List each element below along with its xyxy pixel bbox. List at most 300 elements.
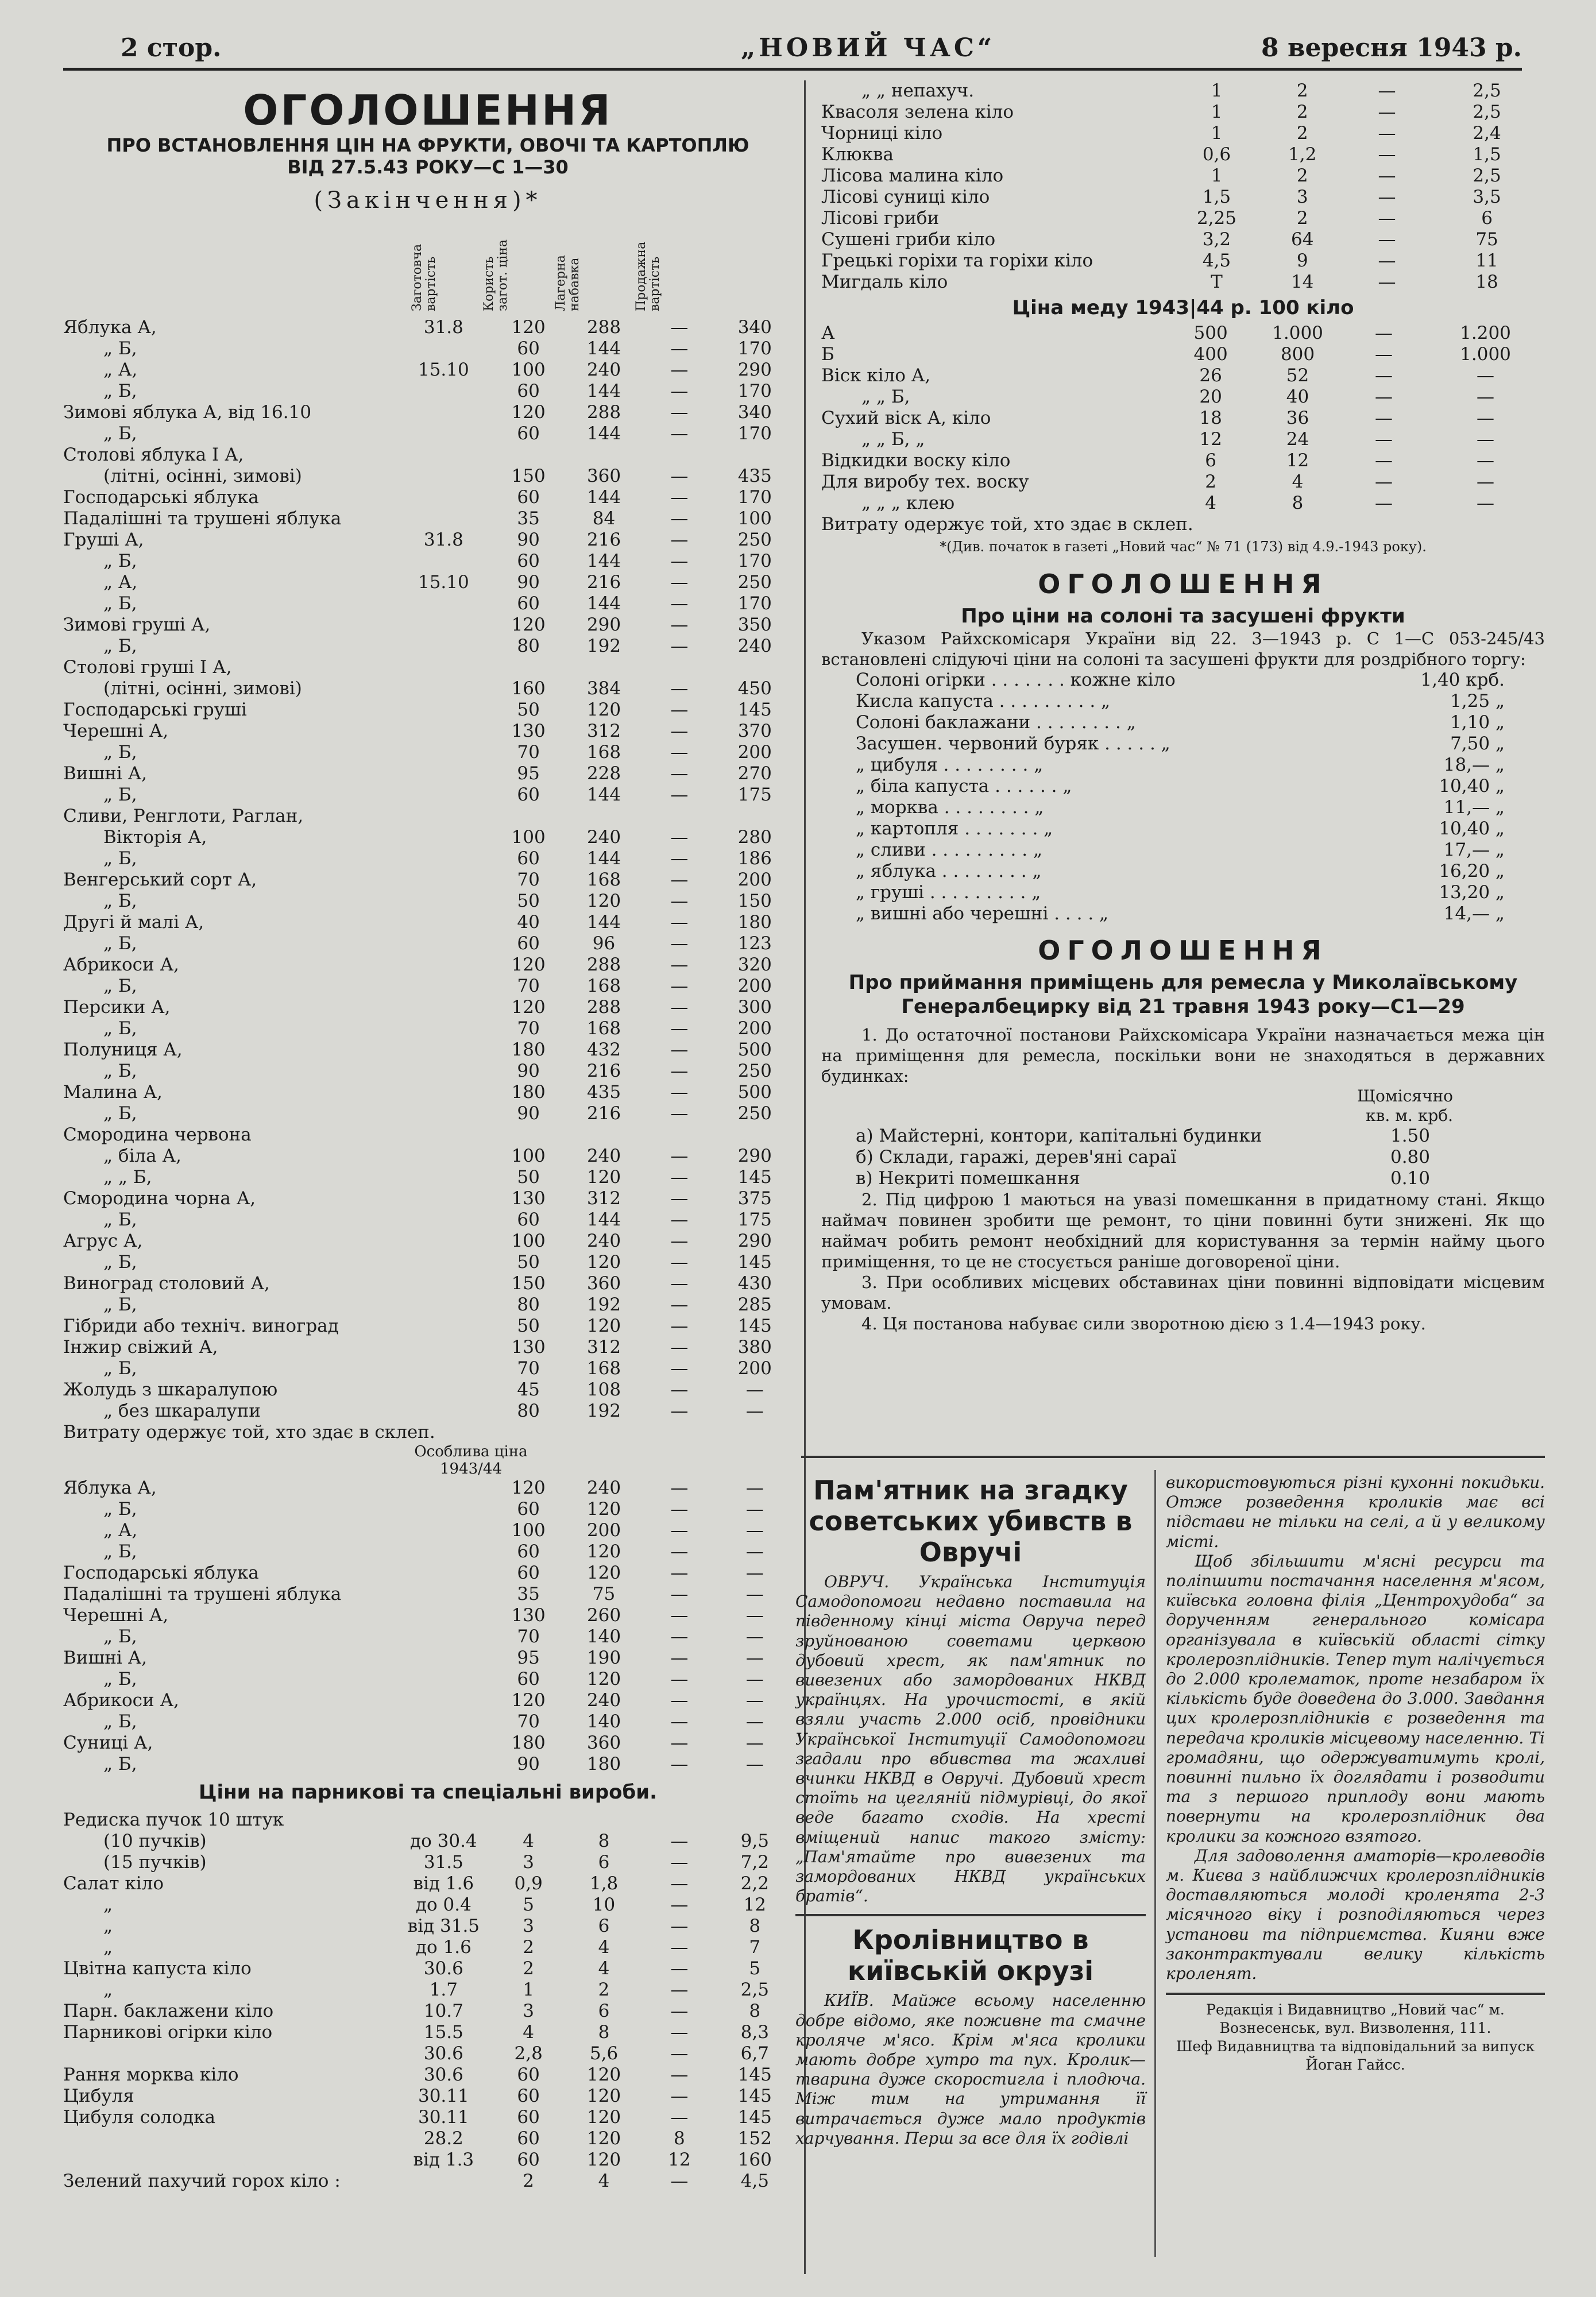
announcement-3-subtitle: Про приймання приміщень для ремесла у Миколаївському Генералбецирку від 21 травня 1943 року—С1—29 <box>848 971 1518 1018</box>
table-row <box>856 1168 1430 1189</box>
price-cell: 4,5 <box>740 2171 769 2191</box>
price-cell: 1.50 <box>1390 1126 1430 1146</box>
item-name: Сливи, Ренглоти, Раглан, <box>63 806 304 826</box>
price-cell: 12 <box>743 1894 767 1915</box>
price-cell: — <box>670 338 689 359</box>
item-name: Столові яблука І А, <box>63 444 244 465</box>
price-cell: — <box>670 1499 689 1519</box>
price-cell: 1 <box>523 1979 535 2000</box>
announcement-3-title: ОГОЛОШЕННЯ <box>1038 935 1328 966</box>
price-cell: 120 <box>586 1167 621 1188</box>
price-cell: 2 <box>523 2171 535 2191</box>
price-cell: — <box>670 1648 689 1668</box>
item-name: „ „ непахуч. <box>861 80 975 101</box>
price-cell: 80 <box>517 1401 540 1421</box>
table-row <box>63 1379 793 1401</box>
price-cell: — <box>670 763 689 784</box>
price-cell: 120 <box>511 954 546 975</box>
price-cell: 120 <box>586 1541 621 1562</box>
item-name: Салат кіло <box>63 1873 164 1894</box>
price-cell <box>566 657 642 678</box>
price-cell: 5 <box>523 1894 535 1915</box>
price-cell: — <box>1375 323 1393 343</box>
table-row <box>63 1124 793 1146</box>
item-name: Лісові гриби <box>821 208 940 229</box>
price-cell: 130 <box>511 1188 546 1209</box>
price-cell: 80 <box>517 1294 540 1315</box>
price-cell: 70 <box>517 976 540 996</box>
price-cell: — <box>1378 123 1396 144</box>
table-row <box>63 1252 793 1273</box>
price-cell: 2,2 <box>740 1873 769 1894</box>
item-date: 30.6 <box>423 1958 463 1979</box>
price-cell: 95 <box>517 763 540 784</box>
item-date: від 1.6 <box>413 1873 474 1894</box>
price-cell: 100 <box>511 1231 546 1251</box>
price-cell: — <box>670 1379 689 1400</box>
price-cell: 120 <box>586 891 621 911</box>
table-row <box>63 1958 793 1979</box>
item-name: Парн. баклажени кіло <box>63 2001 274 2021</box>
price-cell: T <box>1211 272 1223 292</box>
item-name: „ Б, <box>103 1541 137 1562</box>
price-cell: 168 <box>586 1018 621 1039</box>
price-cell: — <box>745 1733 764 1753</box>
price-cell: 500 <box>737 1039 772 1060</box>
item-name: Полуниця А, <box>63 1039 183 1060</box>
price-cell: 200 <box>737 1018 772 1039</box>
item-date <box>396 636 490 657</box>
table-row <box>63 869 793 891</box>
table-row <box>63 1039 793 1061</box>
price-cell: 50 <box>517 891 540 911</box>
price-cell: — <box>745 1379 764 1400</box>
price-cell: 130 <box>511 1337 546 1358</box>
item-name: Падалішні та трушені яблука <box>63 1584 342 1604</box>
table-row <box>821 229 1545 250</box>
item-name: Агрус А, <box>63 1231 143 1251</box>
price-cell: — <box>670 1584 689 1604</box>
price-cell: — <box>1375 493 1393 513</box>
item-name: Сушені гриби кіло <box>821 229 996 250</box>
price-cell: 6 <box>598 2001 610 2021</box>
price-cell: — <box>670 317 689 338</box>
table-row <box>856 712 1505 733</box>
price-cell: — <box>670 742 689 763</box>
price-cell: — <box>670 508 689 529</box>
price-cell: — <box>1378 272 1396 292</box>
item-name: Солоні баклажани . . . . . . . . „ <box>856 712 1136 733</box>
item-name: Малина А, <box>63 1082 163 1103</box>
price-cell: 40 <box>1286 386 1309 407</box>
announcement-subtitle: ПРО ВСТАНОВЛЕННЯ ЦІН НА ФРУКТИ, ОВОЧІ ТА КАРТОПЛЮ <box>106 134 749 156</box>
price-cell: 144 <box>586 1209 621 1230</box>
column-header: Лагерна набавка <box>554 255 582 311</box>
item-name: Сухий віск А, кіло <box>821 408 991 428</box>
announcement-2-title: ОГОЛОШЕННЯ <box>1038 569 1328 600</box>
item-date <box>396 487 490 508</box>
salted-goods-table <box>856 670 1505 925</box>
item-name: „ картопля . . . . . . . „ <box>856 818 1053 839</box>
price-cell: — <box>670 2064 689 2085</box>
table-row <box>821 365 1545 386</box>
article-1-title: Пам'ятник на згадку советських убивств в Овручі <box>809 1475 1133 1568</box>
table-row <box>63 1478 793 1499</box>
price-cell: 12 <box>1199 429 1222 450</box>
item-date <box>396 1231 490 1252</box>
fruit-price-table <box>63 317 793 1422</box>
item-date: 30.11 <box>418 2086 469 2106</box>
price-cell: 96 <box>592 933 616 954</box>
price-cell: 216 <box>586 529 621 550</box>
price-cell: — <box>670 1316 689 1336</box>
price-cell: 170 <box>737 423 772 444</box>
item-date <box>396 1039 490 1061</box>
price-cell: — <box>670 1669 689 1689</box>
article-2-title: Кролівництво в київській окрузі <box>847 1924 1094 1987</box>
price-cell: 4 <box>1205 493 1216 513</box>
item-name: А <box>821 323 835 343</box>
table-row <box>63 1273 793 1294</box>
price-cell: — <box>670 1690 689 1711</box>
item-name: Яблука А, <box>63 317 157 338</box>
item-name: „ яблука . . . . . . . . „ <box>856 861 1042 881</box>
table-row <box>856 797 1505 818</box>
price-cell: — <box>670 2086 689 2106</box>
price-cell: 144 <box>586 381 621 401</box>
continuation-note: (Закінчення)* <box>314 187 542 214</box>
item-name: а) Майстерні, контори, капітальні будинки <box>856 1126 1262 1146</box>
item-date: 31.5 <box>423 1852 463 1873</box>
price-cell: 144 <box>586 593 621 614</box>
item-date <box>396 1337 490 1358</box>
table-row <box>821 450 1545 471</box>
price-cell <box>490 657 566 678</box>
table-row <box>63 1520 793 1541</box>
price-cell: 3 <box>523 1916 535 1936</box>
item-name: „ „ Б, „ <box>861 429 925 450</box>
price-cell: — <box>745 1520 764 1541</box>
item-date <box>396 912 490 933</box>
price-cell: — <box>670 1358 689 1379</box>
price-cell: 52 <box>1286 365 1309 386</box>
price-cell: 45 <box>517 1379 540 1400</box>
table-row <box>63 1733 793 1754</box>
price-cell <box>642 657 717 678</box>
price-cell: 144 <box>586 338 621 359</box>
table-row <box>63 317 793 338</box>
price-cell: 6 <box>1481 208 1493 229</box>
item-name: Жолудь з шкаралупою <box>63 1379 278 1400</box>
price-cell: 500 <box>737 1082 772 1103</box>
price-cell: — <box>670 848 689 869</box>
item-name: Парникові огірки кіло <box>63 2022 273 2043</box>
table-row <box>856 903 1505 925</box>
price-cell: 1 <box>1211 123 1223 144</box>
item-name: „ Б, <box>103 381 137 401</box>
table-row <box>63 1563 793 1584</box>
price-cell: 144 <box>586 423 621 444</box>
item-date: 31.8 <box>423 317 463 338</box>
price-cell: 288 <box>586 997 621 1018</box>
price-cell: 130 <box>511 1605 546 1626</box>
price-cell: 170 <box>737 381 772 401</box>
price-cell <box>717 806 793 827</box>
item-date <box>396 1167 490 1188</box>
item-name: Вишні А, <box>63 763 148 784</box>
item-name: Цвітна капуста кіло <box>63 1958 252 1979</box>
table-row <box>821 272 1545 293</box>
price-cell: 450 <box>737 678 772 699</box>
price-cell: 145 <box>737 2107 772 2128</box>
item-name: „ Б, <box>103 976 137 996</box>
price-cell: — <box>670 1146 689 1166</box>
price-cell: 360 <box>586 1733 621 1753</box>
item-name: Персики А, <box>63 997 171 1018</box>
price-cell: 216 <box>586 1061 621 1081</box>
item-name: „ сливи . . . . . . . . . „ <box>856 840 1043 860</box>
price-cell: 60 <box>517 1209 540 1230</box>
price-cell: — <box>670 2171 689 2191</box>
price-cell: 240 <box>586 1478 621 1498</box>
price-cell: — <box>670 954 689 975</box>
price-cell: 2,5 <box>740 1979 769 2000</box>
item-date: 10.7 <box>423 2001 463 2021</box>
price-cell: 60 <box>517 848 540 869</box>
price-cell: — <box>670 1754 689 1774</box>
price-cell: — <box>1375 408 1393 428</box>
price-cell: 8 <box>1292 493 1304 513</box>
item-date <box>396 869 490 891</box>
table-row <box>63 529 793 551</box>
price-cell: — <box>670 1894 689 1915</box>
item-name: (15 пучків) <box>103 1852 207 1873</box>
item-name: Лісова малина кіло <box>821 165 1004 186</box>
item-name: Вишні А, <box>63 1648 148 1668</box>
price-cell: 192 <box>586 1401 621 1421</box>
price-cell: 1,8 <box>589 1873 619 1894</box>
price-cell: — <box>670 1188 689 1209</box>
table-row <box>63 1167 793 1188</box>
table-row <box>63 976 793 997</box>
item-date: 15.10 <box>418 359 469 380</box>
price-cell: 60 <box>517 2064 540 2085</box>
price-cell: 64 <box>1291 229 1314 250</box>
table-row <box>63 2171 793 2192</box>
column-header: Користь загот. ціна <box>482 239 510 311</box>
price-cell: 60 <box>517 1499 540 1519</box>
item-date <box>396 954 490 976</box>
item-date <box>396 1401 490 1422</box>
price-cell: 100 <box>511 1520 546 1541</box>
price-cell: 13,20 „ <box>1439 882 1505 903</box>
price-cell: 60 <box>517 2128 540 2149</box>
item-date <box>396 1018 490 1039</box>
table-row <box>856 1126 1430 1147</box>
price-cell: — <box>670 933 689 954</box>
price-cell <box>566 1124 642 1146</box>
footnote: *(Див. початок в газеті „Новий час“ № 71 (173) від 4.9.-1943 року). <box>940 539 1427 555</box>
price-cell: 120 <box>586 1316 621 1336</box>
price-cell: — <box>670 1082 689 1103</box>
price-cell: — <box>670 423 689 444</box>
price-cell: 16,20 „ <box>1439 861 1505 881</box>
price-cell: 9 <box>1296 250 1308 271</box>
articles-right-column <box>1166 1473 1545 2074</box>
price-cell: 120 <box>586 2128 621 2149</box>
table-row <box>63 1711 793 1733</box>
price-cell: 285 <box>737 1294 772 1315</box>
item-name: „ Б, <box>103 1754 137 1774</box>
price-cell: 60 <box>517 1541 540 1562</box>
table-row <box>63 912 793 933</box>
table-row <box>63 1873 793 1894</box>
price-cell: — <box>670 1916 689 1936</box>
price-cell <box>490 444 566 466</box>
price-cell: 8 <box>674 2128 685 2149</box>
item-date <box>396 338 490 359</box>
article-2-cont-3: Для задоволення аматорів—кролеводів м. Києва з найближчих кролерозплідників доставляються молоді кроленята 2-3 місячного віку і розподіляються через установи та підприємства. Кияни вже законтрактували велику кількість кроленят. <box>1166 1846 1545 1983</box>
price-cell: 18 <box>1475 272 1498 292</box>
price-cell: — <box>1375 365 1393 386</box>
price-cell: 75 <box>592 1584 616 1604</box>
table-row <box>63 508 793 529</box>
price-cell: 18 <box>1199 408 1222 428</box>
price-cell: 175 <box>737 784 772 805</box>
price-cell: — <box>670 1294 689 1315</box>
item-name: Б <box>821 344 834 365</box>
price-cell: — <box>670 359 689 380</box>
price-cell: 130 <box>511 721 546 741</box>
price-cell: 8 <box>749 1916 761 1936</box>
header-rule <box>63 68 1522 71</box>
price-cell: 120 <box>586 2149 621 2170</box>
table-row <box>821 408 1545 429</box>
price-cell <box>566 444 642 466</box>
price-cell: — <box>670 381 689 401</box>
price-cell: — <box>1477 450 1495 471</box>
table-row <box>63 763 793 784</box>
item-name: „ Б, <box>103 1209 137 1230</box>
price-cell: — <box>670 997 689 1018</box>
price-cell: 40 <box>517 912 540 933</box>
item-name: Смородина червона <box>63 1124 252 1145</box>
table-row <box>63 1626 793 1648</box>
table-row <box>63 1103 793 1124</box>
table-row <box>63 2149 793 2171</box>
price-cell: — <box>670 487 689 508</box>
item-date: 30.6 <box>423 2064 463 2085</box>
price-cell: — <box>1378 208 1396 229</box>
price-cell: — <box>670 1831 689 1851</box>
item-name: „ Б, <box>103 1711 137 1732</box>
price-cell: — <box>670 912 689 933</box>
item-date: до 0.4 <box>415 1894 472 1915</box>
announcement-date: ВІД 27.5.43 РОКУ—С 1—30 <box>287 156 569 178</box>
price-cell: 312 <box>586 721 621 741</box>
price-cell: 1,40 крб. <box>1420 670 1505 690</box>
price-cell: — <box>670 1231 689 1251</box>
price-cell: 1 <box>1211 80 1223 101</box>
price-cell: 290 <box>586 614 621 635</box>
price-cell: 26 <box>1199 365 1222 386</box>
table-row <box>821 493 1545 514</box>
price-cell: 6 <box>1205 450 1216 471</box>
price-cell: — <box>1378 144 1396 165</box>
price-cell: — <box>670 572 689 593</box>
price-cell: 120 <box>511 402 546 423</box>
item-name: „ Б, <box>103 891 137 911</box>
item-name: (10 пучків) <box>103 1831 207 1851</box>
price-cell: — <box>670 593 689 614</box>
item-name: Черешні А, <box>63 1605 169 1626</box>
table-row <box>63 1916 793 1937</box>
table-row <box>63 1754 793 1775</box>
price-cell: 120 <box>586 2064 621 2085</box>
imprint-chief: Шеф Видавництва та відповідальний за випуск Йоган Гайсс. <box>1176 2038 1535 2074</box>
item-date <box>396 976 490 997</box>
item-name: Абрикоси А, <box>63 1690 179 1711</box>
price-cell <box>490 806 566 827</box>
price-cell: 120 <box>586 1252 621 1273</box>
price-cell: — <box>1378 229 1396 250</box>
price-cell: 800 <box>1280 344 1315 365</box>
price-cell: 123 <box>737 933 772 954</box>
price-cell: — <box>745 1711 764 1732</box>
price-cell: 8 <box>598 1831 610 1851</box>
price-cell: — <box>1477 429 1495 450</box>
item-date <box>396 657 490 678</box>
price-cell: 6 <box>598 1916 610 1936</box>
item-name: „ Б, <box>103 636 137 656</box>
table-row <box>63 1294 793 1316</box>
price-cell: 60 <box>517 423 540 444</box>
item-date <box>396 784 490 806</box>
item-name: „ Б, <box>103 784 137 805</box>
item-name <box>63 2149 396 2171</box>
price-cell: — <box>670 1478 689 1498</box>
price-cell: 200 <box>586 1520 621 1541</box>
price-cell: 375 <box>737 1188 772 1209</box>
price-cell: 500 <box>1193 323 1228 343</box>
item-name: „ груші . . . . . . . . . „ <box>856 882 1041 903</box>
price-cell: 280 <box>737 827 772 848</box>
item-name: Господарські яблука <box>63 487 259 508</box>
price-cell: 70 <box>517 869 540 890</box>
item-name: (літні, осінні, зимові) <box>103 678 302 699</box>
price-cell: 90 <box>517 1061 540 1081</box>
price-cell: 120 <box>586 699 621 720</box>
item-date <box>396 1316 490 1337</box>
item-date: 15.5 <box>423 2022 463 2043</box>
price-cell: 8 <box>749 2001 761 2021</box>
price-cell: 1,10 „ <box>1450 712 1505 733</box>
item-name: Грецькі горіхи та горіхи кіло <box>821 250 1093 271</box>
price-cell: — <box>745 1669 764 1689</box>
price-cell: 50 <box>517 699 540 720</box>
price-cell <box>642 1124 717 1146</box>
price-cell: 200 <box>737 742 772 763</box>
price-cell: — <box>745 1605 764 1626</box>
greenhouse-heading: Ціни на парникові та спеціальні вироби. <box>198 1781 658 1804</box>
price-cell: 145 <box>737 2086 772 2106</box>
price-cell: 24 <box>1286 429 1309 450</box>
item-name: „ А, <box>103 572 138 593</box>
price-cell: 168 <box>586 1358 621 1379</box>
item-name: Падалішні та трушені яблука <box>63 508 342 529</box>
price-cell: 180 <box>586 1754 621 1774</box>
price-cell: 250 <box>737 529 772 550</box>
